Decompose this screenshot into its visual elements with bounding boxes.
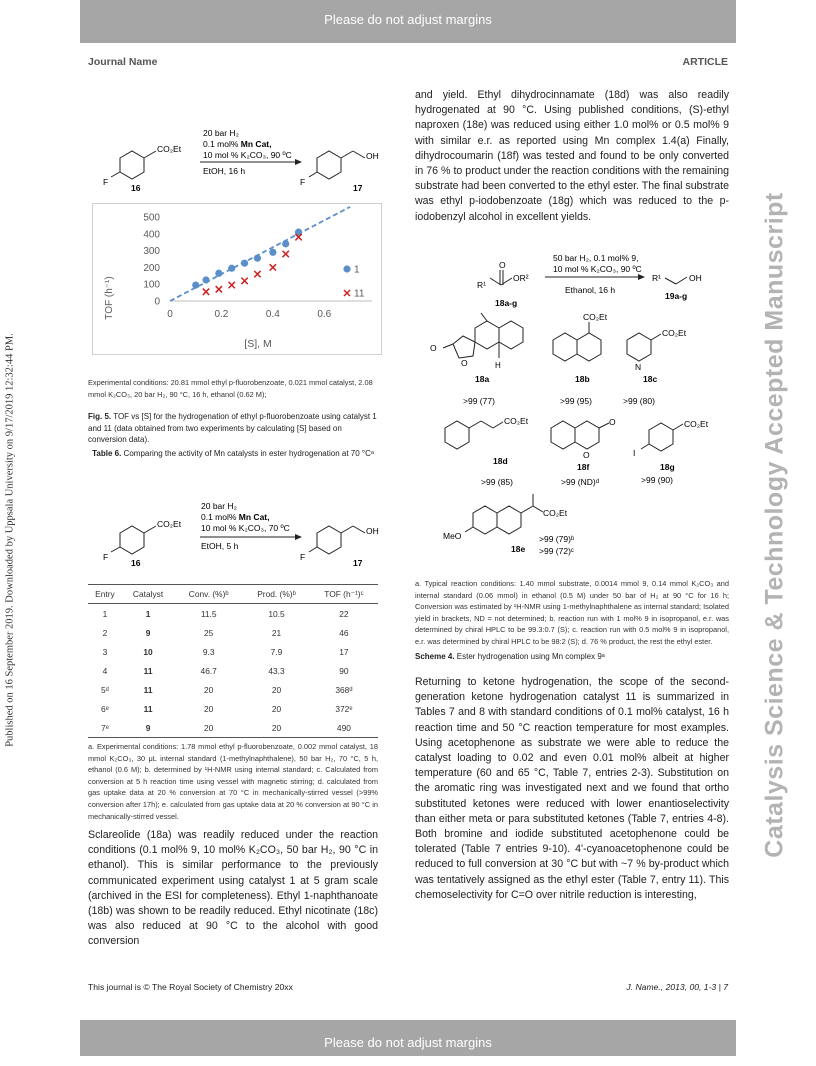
scheme4-condition-1: 50 bar H₂, 0.1 mol% 9,: [553, 253, 639, 263]
x-tick-label: 0.4: [265, 309, 280, 320]
table-cell: 9.3: [202, 646, 215, 657]
table-cell: 20: [271, 703, 282, 714]
data-point-series-11: [254, 271, 260, 277]
yield-18e-b: >99 (79)ᵇ: [539, 534, 575, 544]
ring-oxygen-label: O: [583, 450, 590, 460]
pyridine-n-label: N: [635, 362, 642, 372]
accepted-manuscript-watermark: [750, 130, 800, 920]
stereo-h-label: H: [495, 361, 501, 370]
figure-5-caption: [88, 411, 378, 446]
data-point-series-11: [229, 282, 235, 288]
right-body-paragraph: Returning to ketone hydrogenation, the scope of the second-generation ketone hydrogenation catalyst 11 is summarized in Tables 7 and 8 with standard conditions of 0.1 mol% catalyst, 16 h reaction time and 50 °C reaction temperature for most examples. Using acetophenone as substrate we were able to reduce the catalyst loading to 0.02 and even 0.01 mol% albeit at higher temperature (60 and 65 °C, Table 7, entries 2-3). Substitution on the aromatic ring was investigated next and we found that ortho substituted ketones were reduced with lower enantioselectivity than either meta or para substituted ketones (Table 7, entries 4-8). Both bromine and iodide substituted acetophenone could be tolerated (Table 7 entries 9-10). 4'-cyanoacetophenone could be reduced to full conversion at 30 °C but with ~7 % by-product which was tentatively assigned as the ethyl ester (Table 7, entry 11). This chemoselectivity for C=O over nitrile reduction is interesting,: [415, 676, 729, 901]
table-cell: 368ᵈ: [335, 684, 353, 695]
reactant-16-structure: [111, 526, 156, 554]
iodine-label: I: [633, 448, 636, 458]
x-tick-label: 0.2: [214, 309, 229, 320]
publication-stamp: [2, 180, 18, 900]
table-header-row: [88, 585, 378, 604]
or2-label: OR²: [513, 273, 529, 283]
scheme-4-caption-text: Ester hydrogenation using Mn complex 9ᵃ: [454, 652, 605, 661]
table-cell: 10.5: [268, 608, 285, 619]
ester-substituent-label: CO₂Et: [662, 328, 687, 338]
scheme-4-caption: [415, 651, 729, 663]
chart-conditions-note: Experimental conditions: 20.81 mmol ethyl p-fluorobenzoate, 0.021 mmol catalyst, 2.08 mmol K₂CO₃, 20 bar H₂, 90 °C, 16 h, ethanol (0.62 M);: [88, 378, 373, 399]
y-tick-label: 300: [143, 246, 160, 258]
table-row: [88, 642, 378, 661]
yield-18c: >99 (80): [623, 396, 655, 406]
ester-substituent-label: CO₂Et: [504, 416, 529, 426]
data-point-series-11: [216, 286, 222, 292]
lactone-oxygen-label: O: [430, 343, 437, 353]
table-6-title-text: Comparing the activity of Mn catalysts in ester hydrogenation at 70 °Cᵃ: [121, 449, 374, 458]
dihydrocinnamate-18d-structure: [445, 421, 503, 449]
iodobenzoate-18g-structure: [641, 423, 683, 451]
chart-marks: [170, 207, 350, 301]
arrow-head: [295, 534, 302, 540]
footer-page-info: J. Name., 2013, 00, 1-3 | 7: [626, 982, 728, 992]
table-cell: 21: [271, 627, 282, 638]
watermark-text: Catalysis Science & Technology Accepted Manuscript: [760, 192, 789, 858]
ester-substituent-label: CO₂Et: [543, 508, 568, 518]
compound-label-18e: 18e: [511, 544, 526, 554]
table-cell: 11: [143, 703, 153, 714]
table-6: [88, 584, 378, 738]
yield-18a: >99 (77): [463, 396, 495, 406]
compound-label-16: 16: [131, 183, 141, 193]
table-cell: 20: [204, 684, 214, 695]
compound-label-18c: 18c: [643, 374, 658, 384]
table-cell: 46.7: [200, 665, 217, 676]
y-tick-label: 400: [143, 229, 160, 241]
general-alcohol-structure: [665, 277, 687, 284]
table-cell: 1: [145, 608, 151, 619]
data-point-series-1: [241, 260, 248, 267]
y-axis-title: TOF (h⁻¹): [104, 276, 115, 320]
figure-5-text: TOF vs [S] for the hydrogenation of ethyl p-fluorobenzoate using catalyst 1 and 11 (data obtained from two experiments by calculating [S] based on conversion data).: [88, 412, 377, 445]
x-tick-label: 0.6: [317, 309, 332, 320]
left-body-paragraph: Sclareolide (18a) was readily reduced under the reaction conditions (0.1 mol% 9, 10 mol% K₂CO₃, 50 bar H₂, 90 °C in ethanol). This is similar performance to the previously communicated experiment using catalyst 1 at 5 gram scale (archived in the ESI for completeness). Ethyl 1-naphthanoate (18b) was shown to be readily reduced. Ethyl nicotinate (18c) was also reduced at 90 °C to the alcohol with good conversion: [88, 829, 378, 948]
scheme4-condition-3: Ethanol, 16 h: [565, 285, 616, 295]
table-row: [88, 718, 378, 738]
yield-18g: >99 (90): [641, 475, 673, 485]
fluorine-label: F: [103, 177, 109, 187]
y-tick-label: 100: [143, 279, 160, 291]
ring-oxygen-label: O: [461, 358, 468, 368]
table-6-footnote: a. Experimental conditions: 1.78 mmol ethyl p-fluorobenzoate, 0.002 mmol catalyst, 18 mmol K₂CO₃, 30 μL internal standard (1-methylnaphthalene), 50 bar H₂, 70 °C, 5 h, ethanol (0.6 M); b. determined by ¹H-NMR using internal standard; c. Calculated from conversion at 5 h reaction time using vessel with magnetic stirring; d. calculated from gas uptake data at 20 % conversion at 70 °C in mechanically-stirred vessel (>99% conversion after 17h); e. calculated from gas uptake data at 20 % conversion at 90 °C in mechanically-stirred vessel.: [88, 742, 378, 821]
general-ester-structure: [490, 270, 512, 285]
condition-base-temp: 10 mol % K₂CO₃, 90 ºC: [203, 150, 292, 160]
condition-catalyst: 0.1 mol% Mn Cat,: [201, 512, 270, 522]
column-header: Conv. (%)ᵇ: [174, 585, 243, 604]
table-cell: 90: [339, 665, 349, 676]
figure-5-label: Fig. 5.: [88, 412, 112, 421]
data-point-series-1: [202, 276, 209, 283]
compound-label-18a: 18a: [475, 374, 490, 384]
table-cell: 17: [339, 646, 349, 657]
hydroxyl-label: OH: [366, 526, 379, 536]
compound-label-17: 17: [353, 183, 363, 193]
column-header: Prod. (%)ᵇ: [243, 585, 310, 604]
r1-label: R¹: [477, 280, 486, 290]
data-point-series-11: [203, 289, 209, 295]
condition-pressure: 20 bar H₂: [201, 501, 237, 511]
sclareolide-18a-structure: [443, 313, 523, 358]
table-cell: 11: [143, 665, 153, 676]
product-17-structure: [309, 151, 365, 179]
compound-label-18d: 18d: [493, 456, 508, 466]
data-point-series-1: [228, 265, 235, 272]
article-header: ARTICLE: [682, 56, 728, 68]
scheme-4-footnote: a. Typical reaction conditions: 1.40 mmol substrate, 0.0014 mmol 9, 0.14 mmol K₂CO₃ and internal standard (0.06 mmol) in ethanol (0.5 M) under 50 bar of H₂ at 90 °C for 16 h; Conversion was estimated by ¹H-NMR using 1-methylnaphthalene as internal standard; Isolated yield in brackets, ND = not determined; b. reaction run with 1 mol% 9 in isopropanol, e.r. was determined by chiral HPLC to be 99.3:0.7 (S); c. reaction run with 0.5 mol% 9 in isopropanol, e.r. was determined by chiral HPLC to be 98:2 (S); d. 76 % product, the rest the ethyl ester.: [415, 579, 729, 646]
condition-base-temp: 10 mol % K₂CO₃, 70 ºC: [201, 523, 290, 533]
fluorine-label: F: [300, 552, 306, 562]
r1-label: R¹: [652, 273, 661, 283]
yield-18e-c: >99 (72)ᶜ: [539, 546, 574, 556]
table-row: [88, 661, 378, 680]
carbonyl-oxygen-label: O: [609, 417, 616, 427]
condition-catalyst: 0.1 mol% Mn Cat,: [203, 139, 272, 149]
right-top-paragraph: and yield. Ethyl dihydrocinnamate (18d) was also readily hydrogenated at 90 °C. Using published conditions, (S)-ethyl naproxen (18e) was reduced using either 1.0 mol% or 0.5 mol% 9 with similar e.r. as reported using Mn complex 1.4(a) Finally, dihydrocoumarin (18f) was tested and found to be only converted in 76 % to product under the reaction conditions with the remaining substrate had been converted to the ethyl ester. The final substrate was ethyl p-iodobenzoate (18g) which was reduced to the p-iodobenzyl alcohol in excellent yields.: [415, 89, 729, 223]
table-row: [88, 623, 378, 642]
table-cell: 7.9: [270, 646, 283, 657]
table-cell: 46: [339, 627, 349, 638]
substrate-label: 18a-g: [495, 298, 518, 308]
methoxy-label: MeO: [443, 531, 462, 541]
yield-18b: >99 (95): [560, 396, 592, 406]
table-cell: 1: [102, 608, 108, 619]
table-cell: 20: [243, 718, 310, 738]
table-cell: 22: [339, 608, 349, 619]
arrow-head: [638, 274, 645, 280]
footer-copyright: This journal is © The Royal Society of Chemistry 20xx: [88, 982, 293, 992]
ester-substituent-label: CO₂Et: [157, 144, 182, 154]
table-cell: 11: [143, 684, 153, 695]
condition-solvent-time: EtOH, 16 h: [203, 166, 246, 176]
data-point-series-11: [283, 251, 289, 257]
data-point-series-1: [254, 255, 261, 262]
yield-18d: >99 (85): [481, 477, 513, 487]
table-cell: 372ᵉ: [335, 703, 353, 714]
data-point-series-1: [192, 281, 199, 288]
ester-substituent-label: CO₂Et: [583, 312, 608, 322]
table-cell: 20: [174, 718, 243, 738]
table-cell: 20: [204, 703, 214, 714]
compound-label-18g: 18g: [660, 462, 675, 472]
compound-label-17: 17: [353, 558, 363, 568]
reactant-16-structure: [111, 151, 156, 179]
table-cell: 20: [271, 684, 282, 695]
table-cell: 43.3: [268, 665, 285, 676]
x-axis-title: [S], M: [244, 338, 272, 350]
legend-marker-1: [343, 265, 350, 272]
x-tick-label: 0: [167, 309, 173, 320]
scheme-16-to-17: [95, 125, 385, 193]
chart-axes: [143, 213, 372, 321]
scheme-4-graphic: [415, 248, 729, 566]
fluorine-label: F: [103, 552, 109, 562]
table-cell: 11.5: [200, 608, 217, 619]
table-row: [88, 680, 378, 699]
fluorine-label: F: [300, 177, 306, 187]
compound-label-18f: 18f: [577, 462, 590, 472]
data-point-series-1: [215, 270, 222, 277]
scheme-4-label: Scheme 4.: [415, 652, 455, 661]
journal-name-header: Journal Name: [88, 56, 158, 68]
table-cell: 4: [102, 665, 108, 676]
publication-stamp-text: Published on 16 September 2019. Downloaded by Uppsala University on 9/17/2019 12:32:44 PM.: [4, 333, 16, 747]
bottom-margin-banner: Please do not adjust margins: [80, 1020, 736, 1056]
naphthoate-18b-structure: [553, 322, 601, 361]
chart-frame: [93, 204, 382, 355]
column-header: TOF (h⁻¹)ᶜ: [310, 585, 378, 604]
legend-label-1: 1: [354, 264, 360, 276]
table-6-label: Table 6.: [92, 449, 122, 458]
ester-substituent-label: CO₂Et: [157, 519, 182, 529]
data-point-series-11: [241, 278, 247, 284]
nicotinate-18c-structure: [627, 333, 661, 361]
data-point-series-1: [282, 240, 289, 247]
table-cell: 6ᵉ: [101, 703, 109, 714]
tof-vs-substrate-chart: [92, 203, 382, 355]
product-label: 19a-g: [665, 291, 688, 301]
table-cell: 25: [204, 627, 214, 638]
table-cell: 490: [310, 718, 378, 738]
compound-label-18b: 18b: [575, 374, 590, 384]
naproxen-ester-18e-structure: [465, 494, 543, 534]
y-tick-label: 500: [143, 212, 160, 224]
condition-solvent-time: EtOH, 5 h: [201, 541, 239, 551]
table-6-title: [88, 448, 378, 460]
condition-pressure: 20 bar H₂: [203, 128, 239, 138]
data-point-series-11: [270, 264, 276, 270]
column-header: Catalyst: [122, 585, 174, 604]
yield-18f: >99 (ND)ᵈ: [561, 477, 599, 487]
chart-legend: [343, 265, 364, 300]
dihydrocoumarin-18f-structure: [551, 421, 609, 449]
column-header: Entry: [88, 585, 122, 604]
arrow-head: [295, 159, 302, 165]
table-cell: 2: [102, 627, 108, 638]
legend-label-11: 11: [354, 288, 365, 300]
carbonyl-oxygen-label: O: [499, 260, 506, 270]
data-point-series-1: [269, 249, 276, 256]
table-row: [88, 699, 378, 718]
table-cell: 5ᵈ: [101, 684, 109, 695]
table-row: [88, 604, 378, 624]
product-17-structure: [309, 526, 365, 554]
table-cell: 3: [102, 646, 108, 657]
ester-substituent-label: CO₂Et: [684, 419, 709, 429]
y-tick-label: 200: [143, 262, 160, 274]
hydroxyl-label: OH: [689, 273, 702, 283]
hydroxyl-label: OH: [366, 151, 379, 161]
y-tick-label: 0: [154, 296, 160, 308]
compound-label-16: 16: [131, 558, 141, 568]
table-6-scheme: [95, 500, 385, 570]
table-cell: 9: [122, 718, 174, 738]
table-cell: 9: [145, 627, 151, 638]
table-cell: 10: [143, 646, 153, 657]
table-cell: 7ᵉ: [88, 718, 122, 738]
scheme4-condition-2: 10 mol % K₂CO₃, 90 ºC: [553, 264, 642, 274]
top-margin-banner: Please do not adjust margins: [80, 0, 736, 43]
